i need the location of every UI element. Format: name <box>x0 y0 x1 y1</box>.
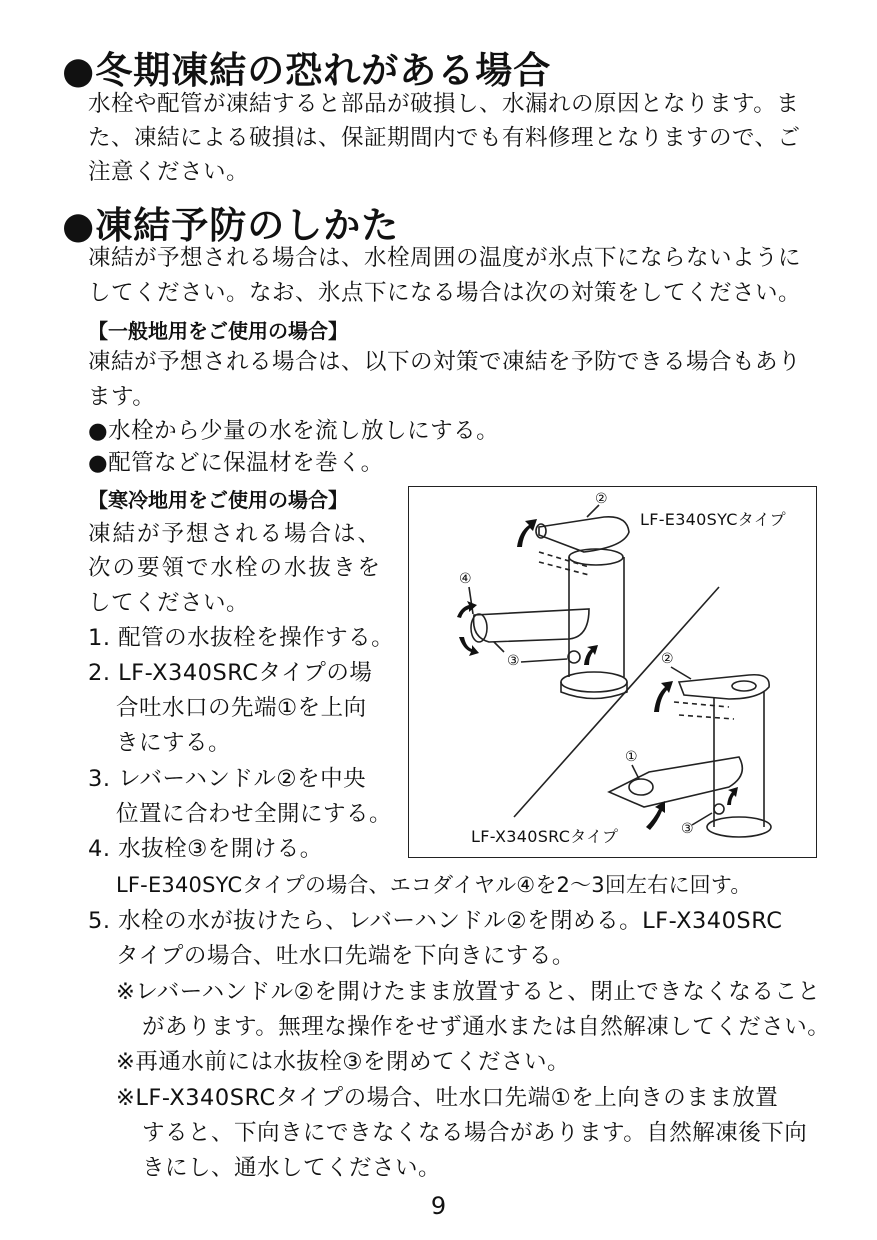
paragraph-line: 凍結が予想される場合は、水栓周囲の温度が氷点下にならないように <box>88 245 802 271</box>
step-item-continuation: 位置に合わせ全開にする。 <box>116 801 393 827</box>
section-title-winter-freeze: ●冬期凍結の恐れがある場合 <box>62 49 552 92</box>
step-item: 1. 配管の水抜栓を操作する。 <box>88 625 395 651</box>
callout-2-bottom: ② <box>661 651 674 667</box>
callout-1: ① <box>625 749 638 765</box>
step-item-continuation: タイプの場合、吐水口先端を下向きにする。 <box>116 943 575 969</box>
paragraph-line: 水栓や配管が凍結すると部品が破損し、水漏れの原因となります。ま <box>88 91 800 117</box>
caution-note-continuation: すると、下向きにできなくなる場合があります。自然解凍後下向 <box>142 1120 808 1146</box>
model-label-lf-e340syc: LF-E340SYCタイプ <box>640 510 786 529</box>
page-number: 9 <box>430 1192 447 1220</box>
model-label-lf-x340src: LF-X340SRCタイプ <box>471 827 619 846</box>
faucet-illustration <box>408 486 817 858</box>
caution-note-continuation: きにし、通水してください。 <box>142 1155 442 1181</box>
step-item: 4. 水抜栓③を開ける。 <box>88 836 323 862</box>
caution-note: ※LF-X340SRCタイプの場合、吐水口先端①を上向きのまま放置 <box>116 1085 779 1111</box>
callout-2-top: ② <box>595 491 608 507</box>
paragraph-line: 注意ください。 <box>88 159 250 185</box>
callout-3-bottom: ③ <box>681 821 694 837</box>
caution-note-continuation: があります。無理な操作をせず通水または自然解凍してください。 <box>142 1014 831 1040</box>
caution-note: ※レバーハンドル②を開けたまま放置すると、閉止できなくなること <box>116 979 821 1005</box>
step-item: 3. レバーハンドル②を中央 <box>88 766 367 792</box>
paragraph-line: 次の要領で水栓の水抜きを <box>88 555 383 581</box>
paragraph-line: た、凍結による破損は、保証期間内でも有料修理となりますので、ご <box>88 125 801 151</box>
bullet-item: ●水栓から少量の水を流し放しにする。 <box>88 418 500 444</box>
callout-4: ④ <box>459 571 472 587</box>
step-item: 2. LF-X340SRCタイプの場 <box>88 660 373 686</box>
step-item-continuation: 合吐水口の先端①を上向 <box>116 695 367 721</box>
paragraph-line: してください。なお、氷点下になる場合は次の対策をしてください。 <box>88 280 802 306</box>
paragraph-line: ます。 <box>88 384 156 410</box>
subheading-general-use: 【一般地用をご使用の場合】 <box>88 319 348 343</box>
step-item-continuation: きにする。 <box>116 730 232 756</box>
step-note: LF-E340SYCタイプの場合、エコダイヤル④を2～3回左右に回す。 <box>116 873 752 897</box>
paragraph-line: してください。 <box>88 590 250 616</box>
paragraph-line: 凍結が予想される場合は、 <box>88 521 383 547</box>
subheading-cold-use: 【寒冷地用をご使用の場合】 <box>88 488 348 512</box>
faucet-drawing <box>409 487 818 859</box>
callout-3-top: ③ <box>507 653 520 669</box>
caution-note: ※再通水前には水抜栓③を閉めてください。 <box>116 1049 571 1075</box>
bullet-item: ●配管などに保温材を巻く。 <box>88 450 384 476</box>
step-item: 5. 水栓の水が抜けたら、レバーハンドル②を閉める。LF-X340SRC <box>88 908 783 934</box>
paragraph-line: 凍結が予想される場合は、以下の対策で凍結を予防できる場合もあり <box>88 349 802 375</box>
section-title-freeze-prevention: ●凍結予防のしかた <box>62 204 400 247</box>
